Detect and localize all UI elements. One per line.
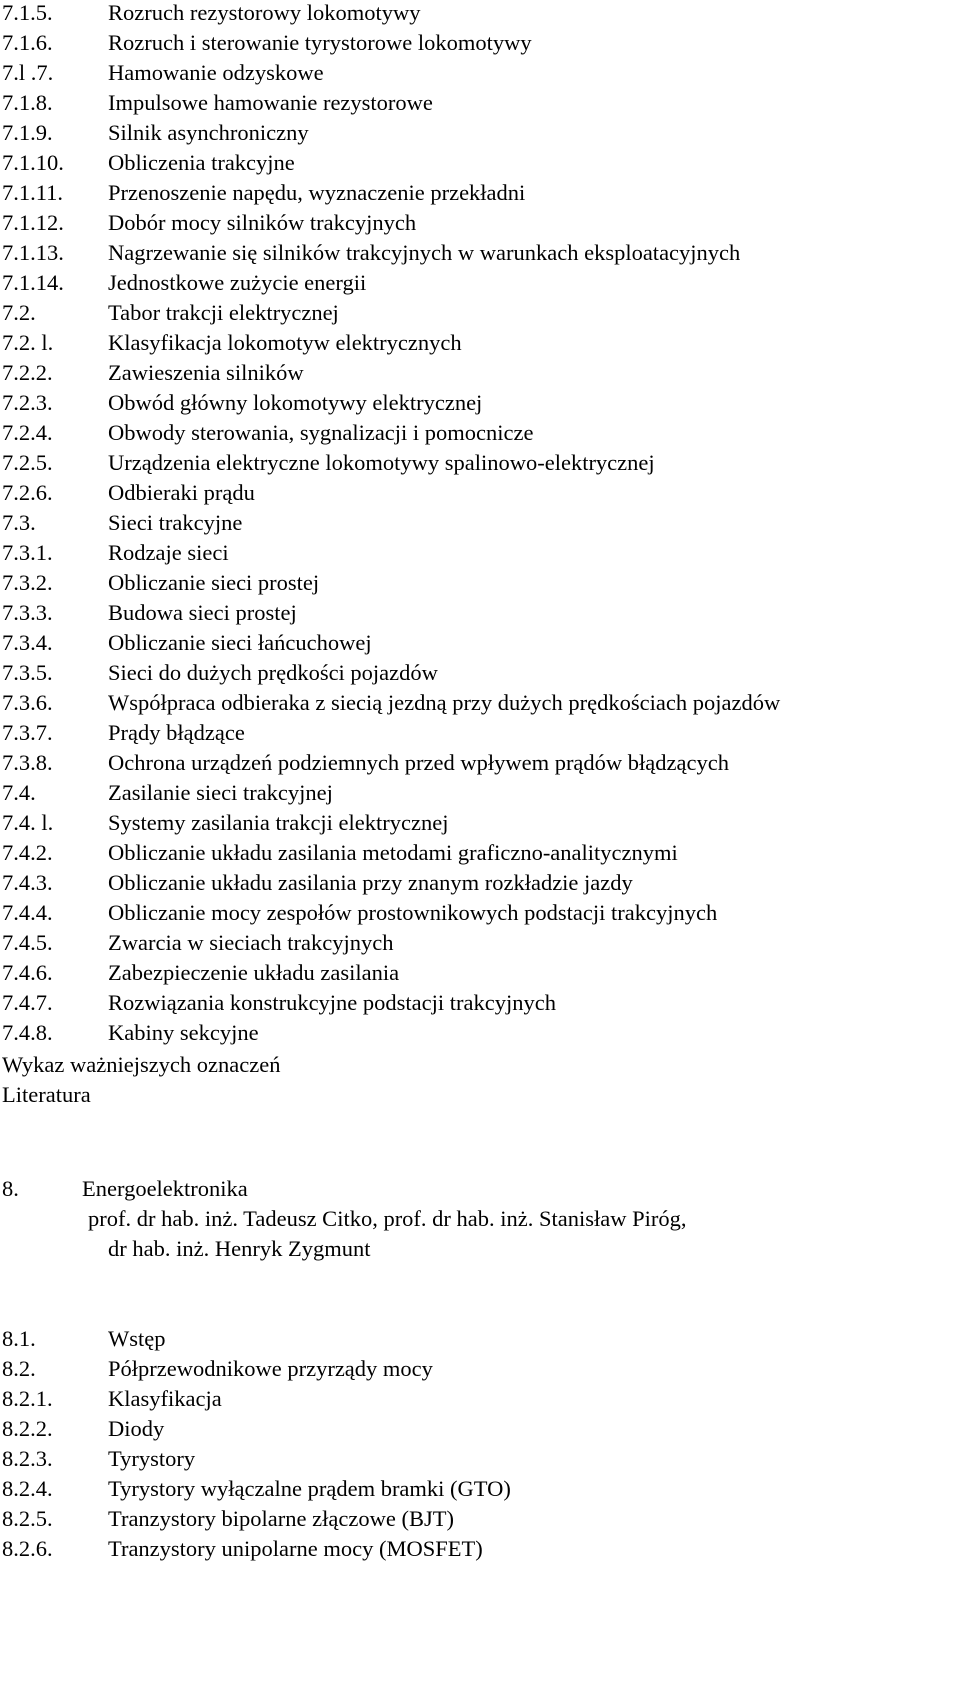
toc-title: Diody — [108, 1416, 165, 1441]
toc-title: Tyrystory wyłączalne prądem bramki (GTO) — [108, 1476, 511, 1501]
toc-title: Tranzystory unipolarne mocy (MOSFET) — [108, 1536, 483, 1561]
toc-title: Klasyfikacja lokomotyw elektrycznych — [108, 330, 462, 355]
toc-title: Tranzystory bipolarne złączowe (BJT) — [108, 1506, 454, 1531]
toc-title: Obliczanie układu zasilania metodami graficzno-analitycznymi — [108, 840, 678, 865]
toc-number: 7.4.6. — [2, 960, 53, 985]
toc-number: 7.2.4. — [2, 420, 53, 445]
toc-number: 7.1.9. — [2, 120, 53, 145]
toc-number: 7.2.6. — [2, 480, 53, 505]
toc-number: 7.1.11. — [2, 180, 64, 205]
toc-number: 7.2. l. — [2, 330, 54, 355]
toc-number: 7.l .7. — [2, 60, 54, 85]
toc-title: Wstęp — [108, 1326, 166, 1351]
toc-title: Współpraca odbieraka z siecią jezdną przy dużych prędkościach pojazdów — [108, 690, 781, 715]
toc-title: Tyrystory — [108, 1446, 196, 1471]
toc-number: 7.3.4. — [2, 630, 53, 655]
toc-number: 8.2.3. — [2, 1446, 53, 1471]
toc-title: Nagrzewanie się silników trakcyjnych w warunkach eksploatacyjnych — [108, 240, 741, 265]
chapter-title: Energoelektronika — [82, 1176, 248, 1201]
toc-number: 8.2.2. — [2, 1416, 53, 1441]
toc-title: Rozruch rezystorowy lokomotywy — [108, 0, 421, 25]
toc-number: 7.3.3. — [2, 600, 53, 625]
toc-number: 7.2.3. — [2, 390, 53, 415]
toc-title: Obliczanie mocy zespołów prostownikowych podstacji trakcyjnych — [108, 900, 718, 925]
toc-number: 7.2.2. — [2, 360, 53, 385]
toc-number: 7.4. — [2, 780, 36, 805]
toc-title: Rozwiązania konstrukcyjne podstacji trakcyjnych — [108, 990, 556, 1015]
toc-title: Silnik asynchroniczny — [108, 120, 309, 145]
toc-number: 7.2.5. — [2, 450, 53, 475]
chapter-number: 8. — [2, 1176, 19, 1201]
toc-title: Budowa sieci prostej — [108, 600, 297, 625]
toc-number: 7.3. — [2, 510, 36, 535]
toc-title: Półprzewodnikowe przyrządy mocy — [108, 1356, 433, 1381]
chapter-authors-line-1: prof. dr hab. inż. Tadeusz Citko, prof. dr hab. inż. Stanisław Piróg, — [88, 1206, 687, 1231]
toc-number: 8.2.1. — [2, 1386, 53, 1411]
toc-number: 7.1.13. — [2, 240, 64, 265]
toc-number: 8.2.5. — [2, 1506, 53, 1531]
toc-number: 8.2. — [2, 1356, 36, 1381]
toc-number: 7.3.6. — [2, 690, 53, 715]
toc-title: Zasilanie sieci trakcyjnej — [108, 780, 333, 805]
toc-title: Ochrona urządzeń podziemnych przed wpływem prądów błądzących — [108, 750, 729, 775]
toc-title: Obliczanie układu zasilania przy znanym rozkładzie jazdy — [108, 870, 633, 895]
toc-number: 7.4.4. — [2, 900, 53, 925]
toc-item-literature: Literatura — [2, 1082, 91, 1107]
toc-title: Kabiny sekcyjne — [108, 1020, 259, 1045]
toc-title: Urządzenia elektryczne lokomotywy spalinowo-elektrycznej — [108, 450, 655, 475]
toc-title: Obliczenia trakcyjne — [108, 150, 295, 175]
toc-number: 7.3.7. — [2, 720, 53, 745]
toc-number: 7.3.2. — [2, 570, 53, 595]
toc-number: 8.2.4. — [2, 1476, 53, 1501]
toc-title: Rozruch i sterowanie tyrystorowe lokomotywy — [108, 30, 532, 55]
toc-number: 7.4.2. — [2, 840, 53, 865]
toc-number: 7.1.5. — [2, 0, 53, 25]
toc-number: 7.4. l. — [2, 810, 54, 835]
toc-title: Obwody sterowania, sygnalizacji i pomocnicze — [108, 420, 534, 445]
toc-number: 7.3.5. — [2, 660, 53, 685]
toc-title: Jednostkowe zużycie energii — [108, 270, 367, 295]
toc-number: 7.4.8. — [2, 1020, 53, 1045]
toc-number: 7.1.6. — [2, 30, 53, 55]
toc-title: Impulsowe hamowanie rezystorowe — [108, 90, 433, 115]
toc-title: Obliczanie sieci łańcuchowej — [108, 630, 372, 655]
chapter-authors-line-2: dr hab. inż. Henryk Zygmunt — [108, 1236, 371, 1261]
toc-number: 7.2. — [2, 300, 36, 325]
toc-title: Klasyfikacja — [108, 1386, 222, 1411]
toc-number: 7.4.5. — [2, 930, 53, 955]
toc-item-symbols: Wykaz ważniejszych oznaczeń — [2, 1052, 281, 1077]
toc-title: Zawieszenia silników — [108, 360, 304, 385]
toc-title: Hamowanie odzyskowe — [108, 60, 324, 85]
toc-title: Sieci do dużych prędkości pojazdów — [108, 660, 438, 685]
toc-title: Tabor trakcji elektrycznej — [108, 300, 339, 325]
toc-title: Zwarcia w sieciach trakcyjnych — [108, 930, 394, 955]
toc-number: 7.3.8. — [2, 750, 53, 775]
toc-title: Systemy zasilania trakcji elektrycznej — [108, 810, 449, 835]
toc-title: Sieci trakcyjne — [108, 510, 243, 535]
toc-number: 7.4.3. — [2, 870, 53, 895]
toc-number: 7.4.7. — [2, 990, 53, 1015]
toc-number: 7.1.12. — [2, 210, 64, 235]
toc-title: Rodzaje sieci — [108, 540, 229, 565]
toc-title: Odbieraki prądu — [108, 480, 255, 505]
toc-number: 7.1.8. — [2, 90, 53, 115]
toc-number: 8.1. — [2, 1326, 36, 1351]
toc-number: 7.1.10. — [2, 150, 64, 175]
toc-title: Przenoszenie napędu, wyznaczenie przekładni — [108, 180, 526, 205]
toc-title: Dobór mocy silników trakcyjnych — [108, 210, 417, 235]
toc-number: 7.3.1. — [2, 540, 53, 565]
toc-title: Obwód główny lokomotywy elektrycznej — [108, 390, 483, 415]
toc-number: 7.1.14. — [2, 270, 64, 295]
toc-number: 8.2.6. — [2, 1536, 53, 1561]
toc-title: Prądy błądzące — [108, 720, 245, 745]
toc-title: Zabezpieczenie układu zasilania — [108, 960, 400, 985]
toc-title: Obliczanie sieci prostej — [108, 570, 320, 595]
